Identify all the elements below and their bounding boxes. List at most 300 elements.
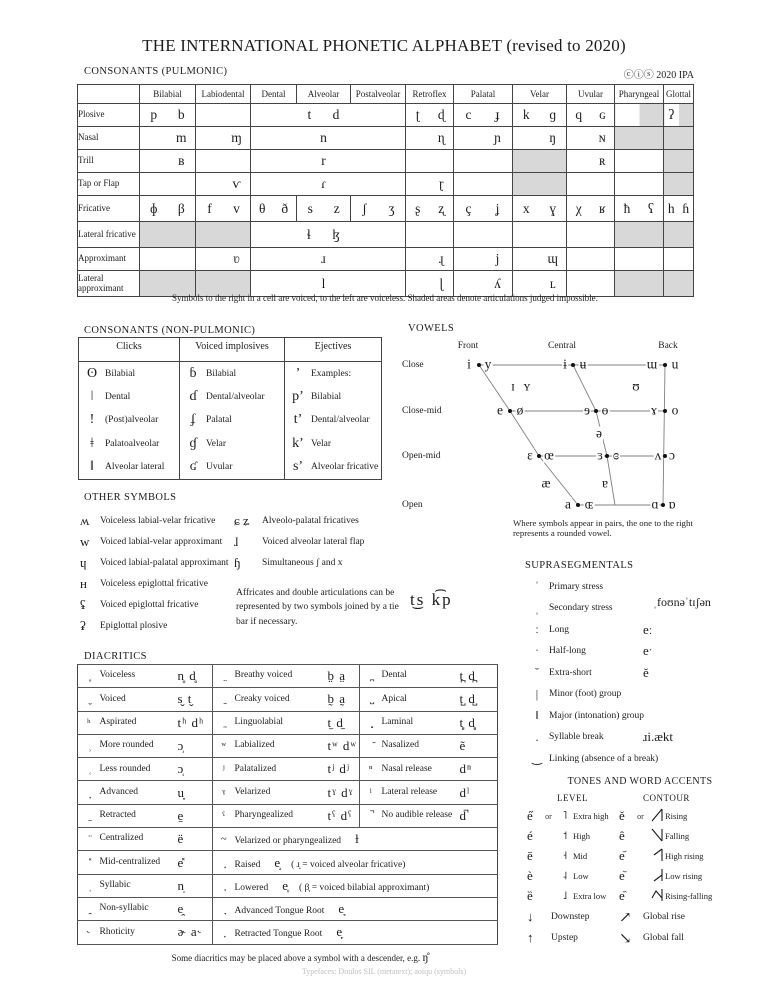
pulmonic-note: Symbols to the right in a cell are voiced, to the left are voiceless. Shaded areas denote articulations judged impossible. xyxy=(172,293,598,303)
diacritic-mark: ̯ xyxy=(78,897,100,920)
vowel-symbol: ɞ xyxy=(613,447,619,463)
diacritic-row xyxy=(78,688,498,711)
tone-label: Low rising xyxy=(665,870,703,881)
suprasegmental-label: Syllable break xyxy=(549,732,604,743)
tones-contour-header: CONTOUR xyxy=(643,793,690,803)
diacritic-mark: ̟ xyxy=(78,781,100,804)
vowel-symbol: o xyxy=(671,402,679,418)
nonpulmonic-label: Uvular xyxy=(206,462,233,473)
voiceless-symbol: c xyxy=(465,107,472,123)
suprasegmental-label: Extra-short xyxy=(549,667,592,678)
voiced-symbol: ɽ xyxy=(439,176,444,192)
voiced-symbol: ɰ xyxy=(547,251,558,267)
other-symbol-label: Voiced labial-palatal approximant xyxy=(100,557,229,568)
tone-step-label: Upstep xyxy=(551,933,578,943)
pulmonic-cell: ɾ xyxy=(251,173,406,196)
tones-level-header: LEVEL xyxy=(557,793,588,803)
tone-label: Mid xyxy=(573,850,588,861)
suprasegmentals-section xyxy=(525,560,768,770)
pulmonic-cell xyxy=(513,196,567,222)
pulmonic-cell xyxy=(454,222,513,248)
suprasegmental-example: ĕ xyxy=(643,664,649,680)
diacritic-label: Advanced Tongue Root xyxy=(234,906,325,917)
diacritic-mark: ̼ xyxy=(213,711,235,734)
diacritic-label: Advanced xyxy=(100,781,178,804)
voiced-symbol: ɭ xyxy=(439,275,444,291)
diacritic-mark: ̺ xyxy=(360,688,382,711)
nonpulmonic-heading: CONSONANTS (NON-PULMONIC) xyxy=(84,325,256,336)
diacritic-example: s̬ t̬ xyxy=(178,688,213,711)
tone-step-item xyxy=(527,907,619,927)
tones-heading: TONES AND WORD ACCENTS xyxy=(567,776,713,787)
voiced-symbol: ɡ xyxy=(549,107,557,123)
vowel-symbol: ʏ xyxy=(523,378,531,394)
diacritic-label-wide xyxy=(235,921,498,944)
diacritic-mark: ⁿ xyxy=(360,758,382,781)
other-symbol-item xyxy=(234,510,364,531)
voiced-symbol: ɟ xyxy=(495,107,500,123)
suprasegmental-label: Major (intonation) group xyxy=(549,710,644,721)
tone-contour-item xyxy=(619,866,765,886)
diacritic-row xyxy=(78,897,498,920)
other-symbol-label: Epiglottal plosive xyxy=(100,620,168,631)
place-header: Glottal xyxy=(664,85,694,104)
corner-cell xyxy=(78,85,140,104)
diacritic-example: tˤ dˤ xyxy=(328,804,360,827)
diacritic-row xyxy=(78,851,498,874)
voiced-symbol: ɱ xyxy=(231,130,242,146)
diacritic-example: n̥ d̥ xyxy=(178,665,213,688)
voiceless-symbol: q xyxy=(575,107,583,123)
vowel-symbol: ø xyxy=(516,402,524,418)
diacritic-example: ɫ xyxy=(355,831,360,847)
tone-contour-item xyxy=(619,846,765,866)
pulmonic-cell xyxy=(615,222,664,248)
voiceless-symbol xyxy=(567,154,591,168)
nonpulmonic-item xyxy=(285,362,381,385)
diacritic-example: e̝ xyxy=(274,854,282,870)
other-symbol-glyph: w xyxy=(80,533,90,549)
vowel-col-front: Front xyxy=(457,341,479,351)
pulmonic-cell xyxy=(140,150,196,173)
tone-global-item xyxy=(619,928,765,948)
suprasegmental-item xyxy=(525,662,768,684)
vowel-symbol: ɔ xyxy=(669,447,675,463)
nonpulmonic-symbol: ʼ xyxy=(295,365,301,381)
pulmonic-cell xyxy=(567,127,615,150)
voiced-symbol: β xyxy=(177,200,185,216)
vowels-heading: VOWELS xyxy=(408,323,455,334)
tone-global-label: Global rise xyxy=(643,912,685,922)
other-symbol-glyph: ɺ xyxy=(234,533,239,549)
pulmonic-cell: n xyxy=(251,127,406,150)
tone-example: e᷈ xyxy=(619,888,625,903)
tone-example: ě xyxy=(619,808,625,823)
diacritic-mark: ~ xyxy=(213,828,235,851)
diacritic-example: ɔ̹ xyxy=(178,734,213,757)
tone-label: Extra high xyxy=(573,810,609,821)
tones-level-list xyxy=(527,806,619,948)
nonpulmonic-item xyxy=(285,456,381,479)
tone-global-label: Global fall xyxy=(643,933,684,943)
diacritic-example: e̙ xyxy=(336,924,344,940)
diacritic-example: u̟ xyxy=(178,781,213,804)
tone-step-label: Downstep xyxy=(551,912,590,922)
place-header: Retroflex xyxy=(406,85,454,104)
diacritic-example: d̚ xyxy=(460,804,498,827)
vowel-note: Where symbols appear in pairs, the one to the right represents a rounded vowel. xyxy=(513,518,693,538)
pulmonic-cell: t d xyxy=(251,104,406,127)
tone-label: High rising xyxy=(665,850,704,861)
suprasegmental-label: Half-long xyxy=(549,646,586,657)
diacritic-example: ë xyxy=(178,828,213,851)
vowel-col-back: Back xyxy=(658,341,678,351)
suprasegmental-example: ɹi.ækt xyxy=(643,729,673,745)
vowel-symbol: ə xyxy=(596,425,602,441)
pulmonic-heading: CONSONANTS (PULMONIC) xyxy=(84,66,228,77)
diacritic-label: Lowered xyxy=(234,882,269,893)
page-title: THE INTERNATIONAL PHONETIC ALPHABET (revised to 2020) xyxy=(142,36,626,55)
other-symbol-label: Simultaneous ʃ and x xyxy=(262,557,343,568)
tone-label: Rising xyxy=(665,810,688,821)
diacritic-example: ɔ̜ xyxy=(178,758,213,781)
other-symbol-label: Voiced epiglottal fricative xyxy=(100,599,199,610)
other-symbol-glyph: ʜ xyxy=(80,575,87,591)
diacritic-mark: ̙ xyxy=(213,921,235,944)
nonpulmonic-symbol: ɠ xyxy=(189,435,197,451)
suprasegmental-item xyxy=(525,576,768,598)
diacritic-example: b̤ a̤ xyxy=(328,665,360,688)
other-symbol-item xyxy=(80,531,229,552)
tone-level-item xyxy=(527,866,619,886)
vowel-symbol: ɤ xyxy=(651,402,657,418)
tones-contour-list xyxy=(619,806,765,948)
contour-tone-icon xyxy=(649,807,665,825)
pulmonic-cell xyxy=(406,196,454,222)
nonpulmonic-symbol: ǃ xyxy=(89,412,95,428)
diacritic-row xyxy=(78,665,498,688)
diacritic-row xyxy=(78,711,498,734)
pulmonic-cell xyxy=(196,196,251,222)
place-header: Dental xyxy=(251,85,297,104)
other-symbol-item xyxy=(234,552,364,573)
other-symbol-label: Voiceless epiglottal fricative xyxy=(100,578,208,589)
suprasegmental-symbol: ‿ xyxy=(532,751,542,766)
diacritic-mark: ̝ xyxy=(213,851,235,874)
pulmonic-cell xyxy=(513,150,567,173)
suprasegmental-item xyxy=(525,748,768,770)
voiced-symbol: v xyxy=(233,200,240,216)
suprasegmental-symbol: ˑ xyxy=(535,643,539,658)
diacritic-example: e̠ xyxy=(178,804,213,827)
other-symbols-section xyxy=(78,506,478,646)
diacritic-mark: ̤ xyxy=(213,665,235,688)
voiceless-symbol xyxy=(406,131,430,145)
nonpulmonic-item xyxy=(180,385,284,408)
diacritic-label-wide xyxy=(235,828,498,851)
tone-label: Falling xyxy=(665,830,690,841)
other-symbol-glyph: ɧ xyxy=(234,554,241,570)
suprasegmental-item xyxy=(525,598,768,620)
voiced-symbol: ⱱ xyxy=(232,176,241,192)
diacritic-label: Laminal xyxy=(382,711,460,734)
diacritic-label: Dental xyxy=(382,665,460,688)
tone-example: é xyxy=(527,828,533,843)
arrow-icon: ↑ xyxy=(527,930,534,945)
vowel-symbol: a xyxy=(565,496,571,512)
vowel-symbol: ɨ xyxy=(563,356,567,372)
voiceless-symbol: ʃ xyxy=(362,200,367,216)
other-symbol-glyph: ɕ ʑ xyxy=(234,512,250,528)
voiceless-symbol xyxy=(513,252,540,266)
diacritics-table xyxy=(77,664,498,945)
diacritic-label: Nasal release xyxy=(382,758,460,781)
tone-level-item xyxy=(527,806,619,826)
voiced-symbol: ʕ xyxy=(648,200,654,216)
nonpulmonic-item xyxy=(79,456,179,479)
tone-letter: ˧ xyxy=(562,850,568,862)
nonpulmonic-item xyxy=(79,409,179,432)
diacritic-mark: ̩ xyxy=(78,874,100,897)
diacritic-label: Rhoticity xyxy=(100,921,178,944)
pulmonic-cell: ɬ ɮ xyxy=(251,222,406,248)
nonpulmonic-label: Bilabial xyxy=(206,368,237,379)
diacritics-footnote-example: ŋ̊ xyxy=(422,950,429,964)
arrow-icon: ↓ xyxy=(527,909,534,924)
voiced-symbol: ʒ xyxy=(388,200,395,216)
diacritic-example: tʷ dʷ xyxy=(328,734,360,757)
nonpulmonic-label: Bilabial xyxy=(105,368,136,379)
diacritic-example: t̪ d̪ xyxy=(460,665,498,688)
pulmonic-table xyxy=(77,84,694,297)
pulmonic-cell xyxy=(615,248,664,271)
voiced-symbol: ɲ xyxy=(494,130,501,146)
diacritic-label: Linguolabial xyxy=(235,711,328,734)
diacritic-label-wide xyxy=(235,851,498,874)
or-text: or xyxy=(545,811,552,821)
nonpulmonic-column-header: Clicks xyxy=(79,338,179,362)
pulmonic-cell xyxy=(196,222,251,248)
diacritic-example: e̘ xyxy=(338,901,346,917)
diacritic-row xyxy=(78,828,498,851)
pulmonic-cell: r xyxy=(251,150,406,173)
pulmonic-cell xyxy=(615,104,664,127)
vowel-symbol: ɵ xyxy=(601,402,609,418)
pulmonic-row xyxy=(78,248,694,271)
manner-label: Nasal xyxy=(78,127,140,150)
pulmonic-cell xyxy=(664,196,694,222)
diacritic-row xyxy=(78,921,498,944)
pulmonic-cell xyxy=(140,196,196,222)
tone-example: e᷅ xyxy=(619,868,625,883)
pulmonic-header-row xyxy=(78,85,694,104)
diacritic-example: n̩ xyxy=(178,874,213,897)
diacritic-example: t̺ d̺ xyxy=(460,688,498,711)
diacritic-row xyxy=(78,734,498,757)
voiceless-symbol xyxy=(513,277,540,291)
tone-step-item xyxy=(527,928,619,948)
diacritic-label: Centralized xyxy=(100,828,178,851)
pulmonic-row xyxy=(78,173,694,196)
pulmonic-cell xyxy=(567,104,615,127)
diacritic-label: Aspirated xyxy=(100,711,178,734)
diacritic-mark: ʷ xyxy=(213,734,235,757)
nonpulmonic-item xyxy=(180,362,284,385)
suprasegmental-symbol: ˌ xyxy=(535,600,539,615)
tone-contour-item xyxy=(619,886,765,906)
voiceless-symbol: ç xyxy=(465,200,472,216)
pulmonic-cell xyxy=(615,127,664,150)
suprasegmental-symbol: ˘ xyxy=(535,665,539,680)
voiceless-symbol: ɸ xyxy=(150,200,158,216)
nonpulmonic-symbol: ɓ xyxy=(189,365,197,381)
other-symbols-col2 xyxy=(234,510,364,573)
stress-example-word: ˌfoʊnəˈtɪʃən xyxy=(653,595,711,609)
pulmonic-cell xyxy=(664,104,694,127)
diacritic-mark: ˠ xyxy=(213,781,235,804)
nonpulmonic-symbol: ǁ xyxy=(90,459,94,475)
tone-label: High xyxy=(573,830,590,841)
nonpulmonic-label: Alveolar fricative xyxy=(311,462,379,473)
voiced-symbol: ɣ xyxy=(549,200,557,216)
pulmonic-cell xyxy=(567,196,615,222)
affricates-note: Affricates and double articulations can be represented by two symbols joined by a tie bar if necessary. xyxy=(236,588,399,627)
vowel-symbol: æ xyxy=(541,475,551,491)
diacritic-label: Nasalized xyxy=(382,734,460,757)
nonpulmonic-item xyxy=(285,409,381,432)
suprasegmentals-list xyxy=(525,576,768,770)
diacritic-row xyxy=(78,758,498,781)
tone-label: Extra low xyxy=(573,890,607,901)
vowel-symbol: ɐ xyxy=(602,475,608,491)
diacritic-label-wide xyxy=(235,897,498,920)
other-symbol-glyph: ɥ xyxy=(80,554,87,570)
pulmonic-cell xyxy=(140,127,196,150)
diacritic-mark: ̹ xyxy=(78,734,100,757)
pulmonic-cell xyxy=(196,173,251,196)
contour-tone-icon xyxy=(649,867,665,885)
suprasegmental-label: Long xyxy=(549,624,570,635)
tone-level-item xyxy=(527,826,619,846)
voiced-symbol: j xyxy=(495,251,500,267)
manner-label: Fricative xyxy=(78,196,140,222)
nonpulmonic-symbol: tʼ xyxy=(293,412,303,428)
suprasegmental-symbol: ‖ xyxy=(535,708,539,723)
pulmonic-cell xyxy=(140,173,196,196)
place-header: Palatal xyxy=(454,85,513,104)
nonpulmonic-column xyxy=(179,338,284,479)
nonpulmonic-label: Examples: xyxy=(311,368,352,379)
diacritic-mark: ̬ xyxy=(78,688,100,711)
tone-level-item xyxy=(527,886,619,906)
diacritic-example: dˡ xyxy=(460,781,498,804)
other-symbol-item xyxy=(234,531,364,552)
nonpulmonic-consonants-table xyxy=(78,337,382,480)
pulmonic-cell xyxy=(351,196,406,222)
manner-label: Trill xyxy=(78,150,140,173)
other-symbol-glyph: ʢ xyxy=(80,596,86,612)
diacritic-label: Syllabic xyxy=(100,874,178,897)
voiceless-symbol xyxy=(406,252,430,266)
diacritic-label: Velarized xyxy=(235,781,328,804)
pulmonic-cell xyxy=(406,222,454,248)
suprasegmental-symbol: | xyxy=(535,686,539,701)
pulmonic-cell xyxy=(567,173,615,196)
diacritic-note: ( ɹ̝ = voiced alveolar fricative) xyxy=(291,859,406,870)
diacritic-example: e̞ xyxy=(282,877,290,893)
vowel-row-close: Close xyxy=(402,360,424,370)
pulmonic-cell xyxy=(251,196,297,222)
diacritic-label: Creaky voiced xyxy=(235,688,328,711)
pulmonic-row xyxy=(78,196,694,222)
vowel-symbol: œ xyxy=(544,447,554,463)
suprasegmental-item xyxy=(525,619,768,641)
diacritic-label: Retracted Tongue Root xyxy=(234,929,323,940)
pulmonic-cell xyxy=(454,127,513,150)
voiced-symbol: ʎ xyxy=(494,275,501,291)
nonpulmonic-item xyxy=(180,409,284,432)
diacritic-example: e̯ xyxy=(178,897,213,920)
nonpulmonic-symbol: ɗ xyxy=(189,389,197,405)
pulmonic-row xyxy=(78,127,694,150)
diacritic-example: tʲ dʲ xyxy=(328,758,360,781)
voiced-symbol: b xyxy=(177,107,185,123)
pulmonic-cell xyxy=(196,248,251,271)
place-header: Alveolar xyxy=(297,85,351,104)
suprasegmental-example: eˑ xyxy=(643,643,653,659)
tone-letter: ˩ xyxy=(562,890,568,902)
suprasegmental-label: Minor (foot) group xyxy=(549,689,622,700)
voiceless-symbol xyxy=(454,252,483,266)
tone-example: ȅ xyxy=(527,888,533,903)
tone-label: Low xyxy=(573,870,589,881)
diacritic-mark: ˤ xyxy=(213,804,235,827)
other-symbol-item xyxy=(80,510,229,531)
nonpulmonic-label: (Post)alveolar xyxy=(105,415,159,426)
vowel-symbol: y xyxy=(484,356,492,372)
pulmonic-cell xyxy=(664,127,694,150)
voiceless-symbol: h xyxy=(667,200,675,216)
voiced-symbol xyxy=(679,108,694,122)
suprasegmentals-heading: SUPRASEGMENTALS xyxy=(525,560,634,571)
pulmonic-cell xyxy=(513,222,567,248)
vowel-symbol: ɑ xyxy=(651,496,659,512)
diacritic-label: Apical xyxy=(382,688,460,711)
diacritic-row xyxy=(78,804,498,827)
vowel-symbol: ʌ xyxy=(654,447,662,463)
other-symbols-heading: OTHER SYMBOLS xyxy=(84,492,177,503)
voiceless-symbol xyxy=(196,131,223,145)
voiced-symbol: ɳ xyxy=(437,130,445,146)
voiced-symbol: ɻ xyxy=(439,251,444,267)
vowel-symbol: ʊ xyxy=(632,378,640,394)
diacritic-mark: ̻ xyxy=(360,711,382,734)
vowel-symbol: i xyxy=(467,356,471,372)
tone-example: ê xyxy=(619,828,625,843)
pulmonic-row xyxy=(78,104,694,127)
voiced-symbol: ʁ xyxy=(598,200,606,216)
pulmonic-cell xyxy=(140,222,196,248)
pulmonic-cell xyxy=(567,248,615,271)
voiceless-symbol xyxy=(196,252,223,266)
manner-label: Plosive xyxy=(78,104,140,127)
diacritic-label: Non-syllabic xyxy=(100,897,178,920)
voiceless-symbol xyxy=(140,154,168,168)
voiceless-symbol xyxy=(454,131,483,145)
nonpulmonic-symbol: ǂ xyxy=(90,435,94,451)
other-symbol-glyph: ʡ xyxy=(80,617,86,633)
diacritic-mark: ̽ xyxy=(78,851,100,874)
